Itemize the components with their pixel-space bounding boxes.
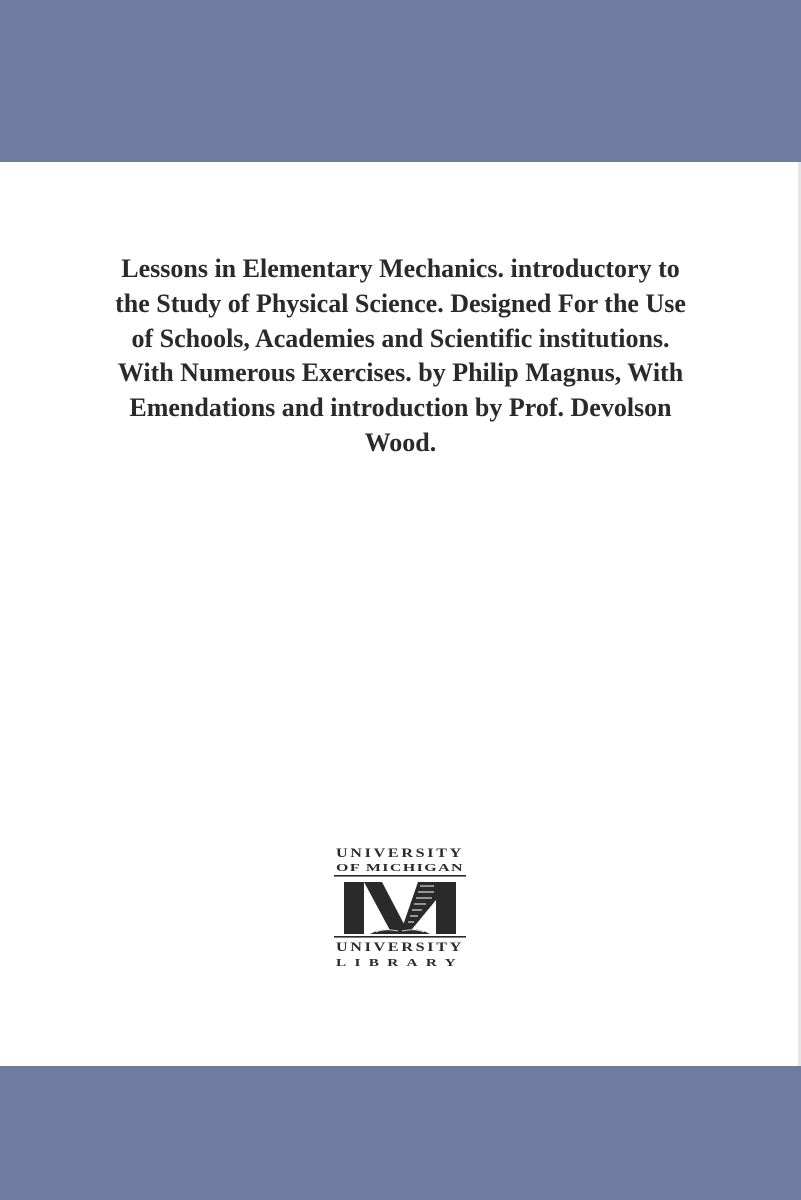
bottom-color-band (0, 1066, 801, 1200)
logo-text-university-bottom: UNIVERSITY (336, 939, 464, 954)
logo-text-of-michigan: OF MICHIGAN (336, 862, 464, 874)
logo-text-university-top: UNIVERSITY (336, 845, 464, 860)
logo-text-library: LIBRARY (336, 957, 464, 969)
book-title: Lessons in Elementary Mechanics. introductory to the Study of Physical Science. Designed For the Use of Schools, Academies and Scientific institutions. With Numerous Exercises. by Philip Magnus, With Emendations and introduction by Prof. Devolson Wood. (115, 254, 686, 457)
top-color-band (0, 0, 801, 162)
university-of-michigan-library-logo (330, 840, 470, 970)
m-logo-mark (340, 880, 460, 934)
